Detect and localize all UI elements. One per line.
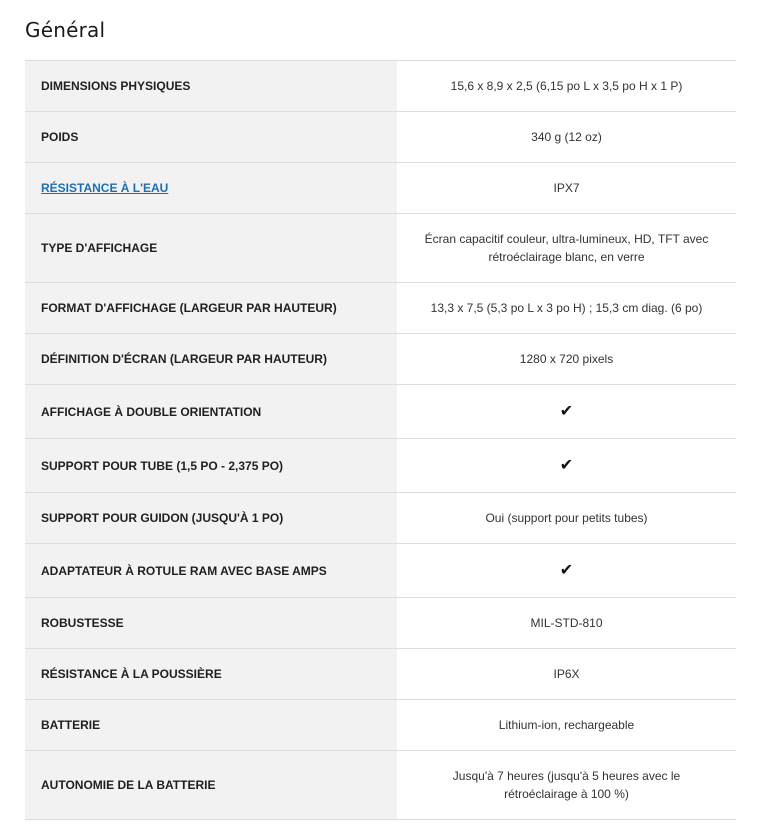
- spec-label-cell: [25, 544, 397, 598]
- spec-label-cell: [25, 751, 397, 820]
- spec-value: 1280 x 720 pixels: [519, 352, 614, 366]
- spec-label: SUPPORT POUR TUBE (1,5 PO - 2,375 PO): [41, 458, 284, 473]
- spec-label: SUPPORT POUR GUIDON (JUSQU'À 1 PO): [41, 511, 284, 525]
- spec-label-cell: [25, 439, 397, 493]
- spec-value: IP6X: [553, 667, 580, 681]
- specs-table-body: [25, 61, 736, 820]
- spec-row: [25, 163, 736, 214]
- spec-value-cell: [397, 649, 736, 700]
- section-title: Général: [25, 18, 106, 42]
- spec-value: Écran capacitif couleur, ultra-lumineux, HD, TFT avec rétroéclairage blanc, en verre: [424, 232, 709, 264]
- spec-label: POIDS: [41, 130, 79, 144]
- specs-table: [25, 60, 736, 820]
- spec-row: [25, 112, 736, 163]
- spec-value: Lithium-ion, rechargeable: [498, 718, 635, 732]
- spec-row: [25, 544, 736, 598]
- spec-value-cell: [397, 163, 736, 214]
- spec-label-cell: [25, 598, 397, 649]
- spec-label-cell: [25, 700, 397, 751]
- spec-label-cell: [25, 163, 397, 214]
- spec-row: [25, 334, 736, 385]
- spec-row: [25, 283, 736, 334]
- spec-value-cell: [397, 700, 736, 751]
- spec-label-cell: [25, 649, 397, 700]
- spec-label: AUTONOMIE DE LA BATTERIE: [41, 778, 216, 792]
- spec-label: RÉSISTANCE À LA POUSSIÈRE: [41, 667, 222, 681]
- spec-value-cell: [397, 112, 736, 163]
- spec-value-cell: [397, 544, 736, 598]
- spec-label: ADAPTATEUR À ROTULE RAM AVEC BASE AMPS: [41, 563, 327, 578]
- spec-label: DÉFINITION D'ÉCRAN (LARGEUR PAR HAUTEUR): [41, 352, 327, 366]
- spec-value-cell: [397, 439, 736, 493]
- spec-value: 340 g (12 oz): [531, 130, 602, 144]
- spec-value: IPX7: [553, 181, 580, 195]
- spec-row: [25, 598, 736, 649]
- spec-value: Jusqu'à 7 heures (jusqu'à 5 heures avec le rétroéclairage à 100 %): [452, 769, 681, 801]
- spec-label: TYPE D'AFFICHAGE: [41, 241, 158, 255]
- spec-value-cell: [397, 61, 736, 112]
- spec-row: [25, 385, 736, 439]
- spec-value: 13,3 x 7,5 (5,3 po L x 3 po H) ; 15,3 cm diag. (6 po): [430, 301, 703, 315]
- spec-row: [25, 439, 736, 493]
- spec-label-cell: [25, 493, 397, 544]
- spec-label: AFFICHAGE À DOUBLE ORIENTATION: [41, 404, 262, 419]
- spec-row: [25, 214, 736, 283]
- spec-label-cell: [25, 112, 397, 163]
- spec-label: FORMAT D'AFFICHAGE (LARGEUR PAR HAUTEUR): [41, 301, 337, 315]
- spec-row: [25, 649, 736, 700]
- spec-row: [25, 61, 736, 112]
- spec-value: MIL-STD-810: [530, 616, 603, 630]
- spec-value-cell: [397, 283, 736, 334]
- spec-value-cell: [397, 493, 736, 544]
- checkmark-icon: ✔: [559, 402, 574, 420]
- spec-label-cell: [25, 214, 397, 283]
- spec-row: [25, 493, 736, 544]
- spec-value-cell: [397, 751, 736, 820]
- spec-value: 15,6 x 8,9 x 2,5 (6,15 po L x 3,5 po H x 1 P): [450, 79, 683, 93]
- spec-label: DIMENSIONS PHYSIQUES: [41, 79, 191, 93]
- water-resistance-link[interactable]: RÉSISTANCE À L'EAU: [41, 181, 169, 195]
- spec-value-cell: [397, 598, 736, 649]
- spec-label: ROBUSTESSE: [41, 616, 124, 630]
- spec-row: [25, 751, 736, 820]
- spec-row: [25, 700, 736, 751]
- spec-label-cell: [25, 283, 397, 334]
- checkmark-icon: ✔: [559, 561, 574, 579]
- spec-value: Oui (support pour petits tubes): [485, 511, 648, 525]
- spec-label-cell: [25, 61, 397, 112]
- checkmark-icon: ✔: [559, 456, 574, 474]
- spec-label: BATTERIE: [41, 718, 101, 732]
- spec-label-cell: [25, 334, 397, 385]
- spec-value-cell: [397, 385, 736, 439]
- spec-value-cell: [397, 214, 736, 283]
- spec-value-cell: [397, 334, 736, 385]
- spec-label-cell: [25, 385, 397, 439]
